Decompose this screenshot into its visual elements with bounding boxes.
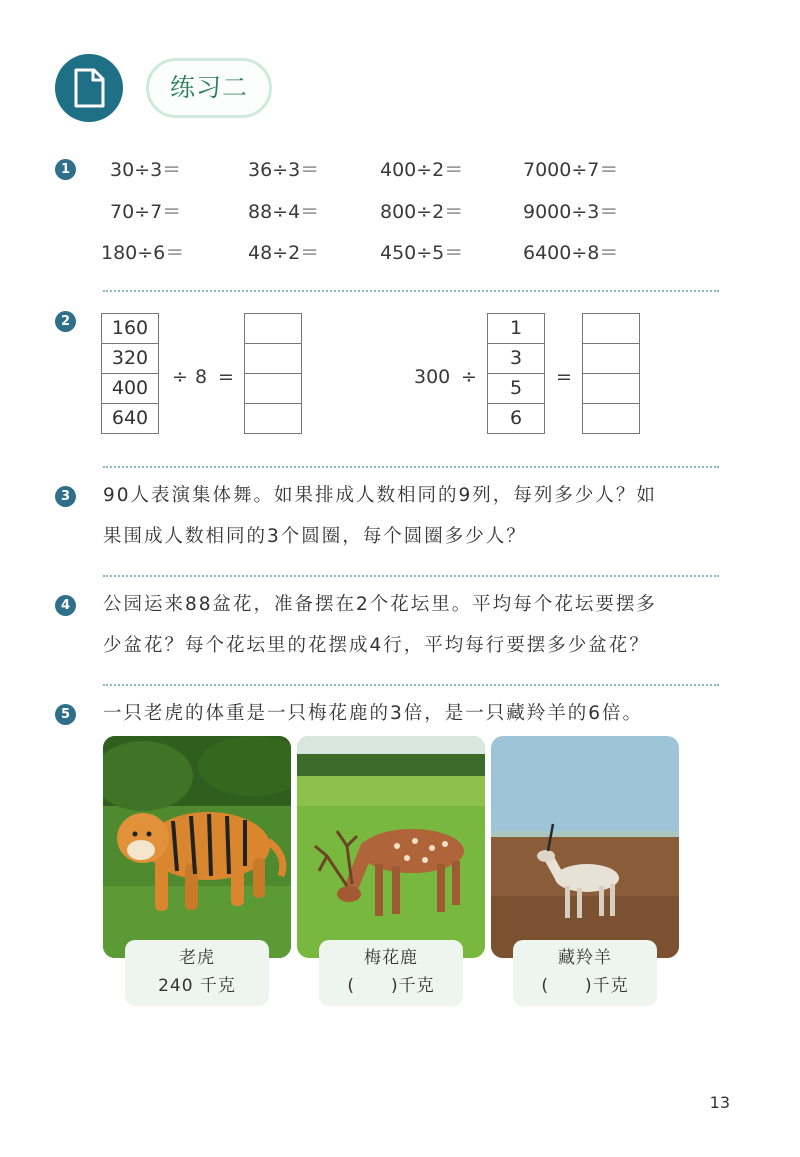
equation: 30÷3＝ (110, 159, 182, 181)
dividend-cell: 320 (101, 343, 159, 374)
question-text: 少盆花？每个花坛里的花摆成4行，平均每行要摆多少盆花？ (103, 635, 650, 656)
dividend-cell: 160 (101, 313, 159, 344)
question-number: 3 (55, 486, 76, 507)
divisor-cell: 1 (487, 313, 545, 344)
answer-box[interactable] (244, 313, 302, 344)
divider (103, 684, 719, 686)
animal-weight-blank[interactable]: ( )千克 (541, 976, 629, 996)
question-number: 1 (55, 159, 76, 180)
dividend: 300 (414, 366, 451, 388)
equation: 7000÷7＝ (523, 159, 619, 181)
equation: 400÷2＝ (380, 159, 464, 181)
equation: 6400÷8＝ (523, 242, 619, 264)
page-title: 练习二 (146, 58, 272, 118)
deer-photo (297, 736, 485, 958)
question-number: 4 (55, 595, 76, 616)
equation: 450÷5＝ (380, 242, 464, 264)
animal-name: 老虎 (179, 948, 215, 968)
dividend-cell: 400 (101, 373, 159, 404)
animal-name: 梅花鹿 (364, 948, 418, 968)
division-sign: ÷ (172, 366, 188, 388)
divisor: 8 (195, 366, 208, 388)
animal-weight-blank[interactable]: ( )千克 (347, 976, 435, 996)
answer-box[interactable] (244, 373, 302, 404)
tiger-photo (103, 736, 291, 958)
animal-label (125, 940, 269, 1006)
antelope-photo (491, 736, 679, 958)
equation: 800÷2＝ (380, 201, 464, 223)
divider (103, 466, 719, 468)
animal-weight: 240 千克 (158, 976, 236, 996)
answer-box[interactable] (244, 403, 302, 434)
question-text: 一只老虎的体重是一只梅花鹿的3倍，是一只藏羚羊的6倍。 (103, 703, 644, 724)
animal-label (319, 940, 463, 1006)
dividend-cell: 640 (101, 403, 159, 434)
answer-box[interactable] (582, 403, 640, 434)
divisor-cell: 3 (487, 343, 545, 374)
answer-box[interactable] (244, 343, 302, 374)
question-text: 公园运来88盆花，准备摆在2个花坛里。平均每个花坛要摆多 (103, 594, 657, 615)
equation: 48÷2＝ (248, 242, 320, 264)
divider (103, 290, 719, 292)
equals-sign: = (218, 366, 234, 388)
page-number: 13 (709, 1093, 730, 1112)
equation: 9000÷3＝ (523, 201, 619, 223)
document-icon (55, 54, 123, 122)
equation: 88÷4＝ (248, 201, 320, 223)
answer-box[interactable] (582, 313, 640, 344)
question-text: 果围成人数相同的3个圆圈，每个圆圈多少人？ (103, 526, 527, 547)
divisor-cell: 6 (487, 403, 545, 434)
question-number: 2 (55, 311, 76, 332)
question-number: 5 (55, 704, 76, 725)
animal-name: 藏羚羊 (558, 948, 612, 968)
divider (103, 575, 719, 577)
answer-column (244, 313, 302, 434)
answer-box[interactable] (582, 343, 640, 374)
divisor-column (487, 313, 545, 434)
equation: 70÷7＝ (110, 201, 182, 223)
answer-box[interactable] (582, 373, 640, 404)
division-sign: ÷ (461, 366, 477, 388)
divisor-cell: 5 (487, 373, 545, 404)
equation: 180÷6＝ (101, 242, 185, 264)
dividend-column (101, 313, 159, 434)
equals-sign: = (556, 366, 572, 388)
equation: 36÷3＝ (248, 159, 320, 181)
answer-column (582, 313, 640, 434)
animal-label (513, 940, 657, 1006)
question-text: 90人表演集体舞。如果排成人数相同的9列，每列多少人？如 (103, 485, 657, 506)
